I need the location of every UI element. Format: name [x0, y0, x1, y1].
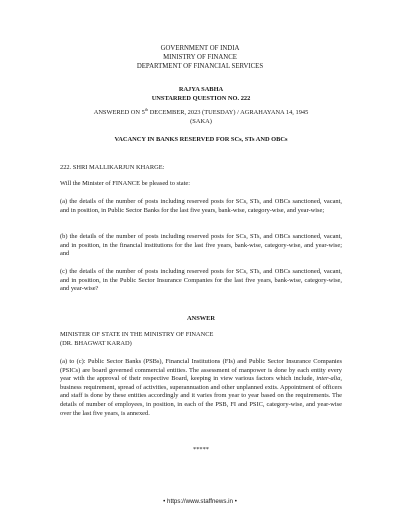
- ministry-line: MINISTRY OF FINANCE: [163, 54, 237, 62]
- footer-link[interactable]: https://www.staffnews.in: [167, 498, 233, 505]
- minister-name: (DR. BHAGWAT KARAD): [60, 340, 132, 347]
- government-line: GOVERNMENT OF INDIA: [160, 45, 240, 52]
- answer-text-part1: (a) to (c): Public Sector Banks (PSBs), Financial Institutions (FIs) and Public Sector Insurance Companies (PSICs) are board governed commercial entities. The assessment of manpower is done by each entity every year with the approval of their respective Board, keeping in view various factors which include,: [60, 358, 342, 383]
- footer-right-icon: •: [234, 498, 237, 505]
- department-line: DEPARTMENT OF FINANCIAL SERVICES: [136, 63, 264, 71]
- answered-prefix: ANSWERED ON 5: [93, 109, 145, 116]
- question-number: UNSTARRED QUESTION NO. 222: [151, 95, 251, 102]
- answered-saka: (SAKA): [190, 118, 212, 125]
- answer-text-italic: inter-alia: [316, 375, 341, 383]
- question-part-b: (b) the details of the number of posts including reserved posts for SCs, STs, and OBCs sanctioned, vacant, and in position, in the financial institutions for the last five years, bank-wise, category-wise, and year-wise; and: [60, 233, 342, 258]
- answer-heading: ANSWER: [186, 315, 216, 322]
- answered-rest: DECEMBER, 2023 (TUESDAY) / AGRAHAYANA 14, 1945: [148, 109, 309, 116]
- answered-suffix: th: [144, 106, 149, 112]
- house-title: RAJYA SABHA: [178, 86, 224, 93]
- minister-line: MINISTER OF STATE IN THE MINISTRY OF FINANCE: [60, 331, 214, 338]
- subject-title: VACANCY IN BANKS RESERVED FOR SCs, STs AND OBCs: [114, 136, 288, 143]
- question-member: 222. SHRI MALLIKARJUN KHARGE:: [60, 164, 165, 171]
- question-intro: Will the Minister of FINANCE be pleased to state:: [60, 180, 191, 187]
- footer-left-icon: •: [163, 498, 166, 505]
- footer: [0, 498, 400, 505]
- end-mark: *****: [193, 446, 209, 453]
- document-header: [0, 44, 400, 72]
- question-part-a: (a) the details of the number of posts including reserved posts for SCs, STs, and OBCs sanctioned, vacant, and in position, in Public Sector Banks for the last five years, bank-wise, category-wise, and year-wise;: [60, 198, 342, 214]
- answer-body: [60, 358, 342, 418]
- answer-text-part2: , business requirement, spread of activities, superannuation and other unplanned exits. Appointment of officers and staff is done by these entities accordingly and it varies from year to year based on the requirements. The details of number of employees, in position, in each of the PSB, FI and PSIC, category-wise, and year-wise over the last five years, is annexed.: [60, 375, 342, 417]
- answered-date: [60, 106, 342, 118]
- question-part-c: (c) the details of the number of posts including reserved posts for SCs, STs, and OBCs sanctioned, vacant, and in position, in the Public Sector Insurance Companies for the last five years, bank-wise, category-wise, and year-wise?: [60, 268, 342, 293]
